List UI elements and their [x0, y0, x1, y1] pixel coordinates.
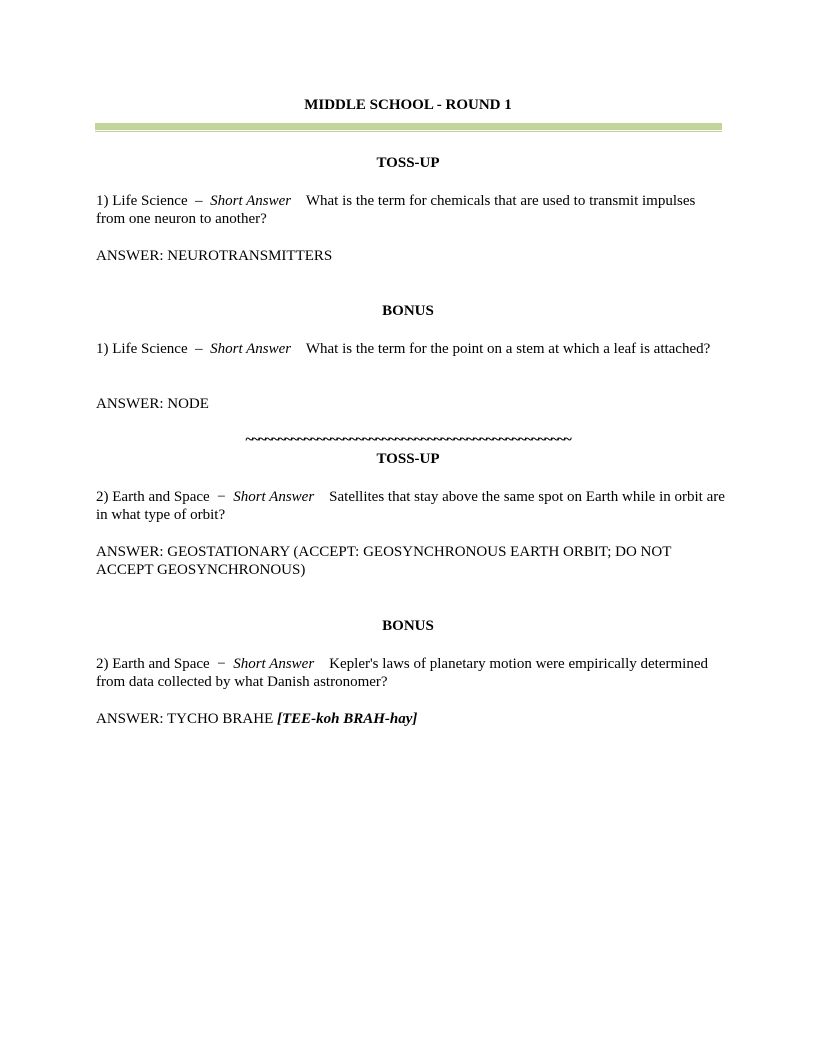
- question-category: Life Science: [112, 193, 188, 209]
- title-divider: [95, 123, 722, 133]
- pronunciation-guide: [TEE-koh BRAH-hay]: [276, 711, 418, 727]
- bonus-heading-1: BONUS: [382, 303, 434, 319]
- question-number: 2): [96, 656, 109, 672]
- tossup-question-2: [96, 488, 726, 524]
- bonus-question-1: [96, 340, 726, 358]
- page-title: MIDDLE SCHOOL - ROUND 1: [304, 97, 512, 113]
- title-divider-thin: [95, 131, 722, 132]
- tossup-answer-2: ANSWER: GEOSTATIONARY (ACCEPT: GEOSYNCHRONOUS EARTH ORBIT; DO NOT ACCEPT GEOSYNCHRONOUS): [96, 544, 672, 578]
- question-category: Earth and Space: [112, 489, 210, 505]
- question-text: What is the term for the point on a stem at which a leaf is attached?: [305, 341, 711, 357]
- question-text: What is the term for chemicals that are used to transmit impulses from one neuron to another?: [96, 193, 696, 227]
- question-text: Satellites that stay above the same spot on Earth while in orbit are in what type of orbit?: [96, 489, 725, 523]
- question-number: 1): [96, 193, 109, 209]
- question-category: Life Science: [112, 341, 188, 357]
- tossup-question-1: [96, 192, 726, 228]
- question-dash: −: [217, 489, 226, 505]
- question-number: 2): [96, 489, 109, 505]
- question-type: Short Answer: [233, 656, 315, 672]
- bonus-answer-2: [96, 710, 726, 728]
- question-text: Kepler's laws of planetary motion were empirically determined from data collected by what Danish astronomer?: [96, 656, 708, 690]
- tossup-heading-1: TOSS-UP: [376, 155, 440, 171]
- question-category: Earth and Space: [112, 656, 210, 672]
- question-number: 1): [96, 341, 109, 357]
- question-separator: ~~~~~~~~~~~~~~~~~~~~~~~~~~~~~~~~~~~~~~~~~~~~~~~~~~: [245, 432, 571, 448]
- answer-text: ANSWER: TYCHO BRAHE: [96, 711, 274, 727]
- tossup-heading-2: TOSS-UP: [376, 451, 440, 467]
- question-dash: –: [195, 341, 203, 357]
- question-type: Short Answer: [210, 341, 292, 357]
- bonus-heading-2: BONUS: [382, 618, 434, 634]
- question-type: Short Answer: [233, 489, 315, 505]
- tossup-answer-1: ANSWER: NEUROTRANSMITTERS: [96, 248, 333, 264]
- question-dash: −: [217, 656, 226, 672]
- title-divider-thick: [95, 123, 722, 130]
- bonus-question-2: [96, 655, 726, 691]
- question-dash: –: [195, 193, 203, 209]
- bonus-answer-1: ANSWER: NODE: [96, 396, 209, 412]
- question-type: Short Answer: [210, 193, 292, 209]
